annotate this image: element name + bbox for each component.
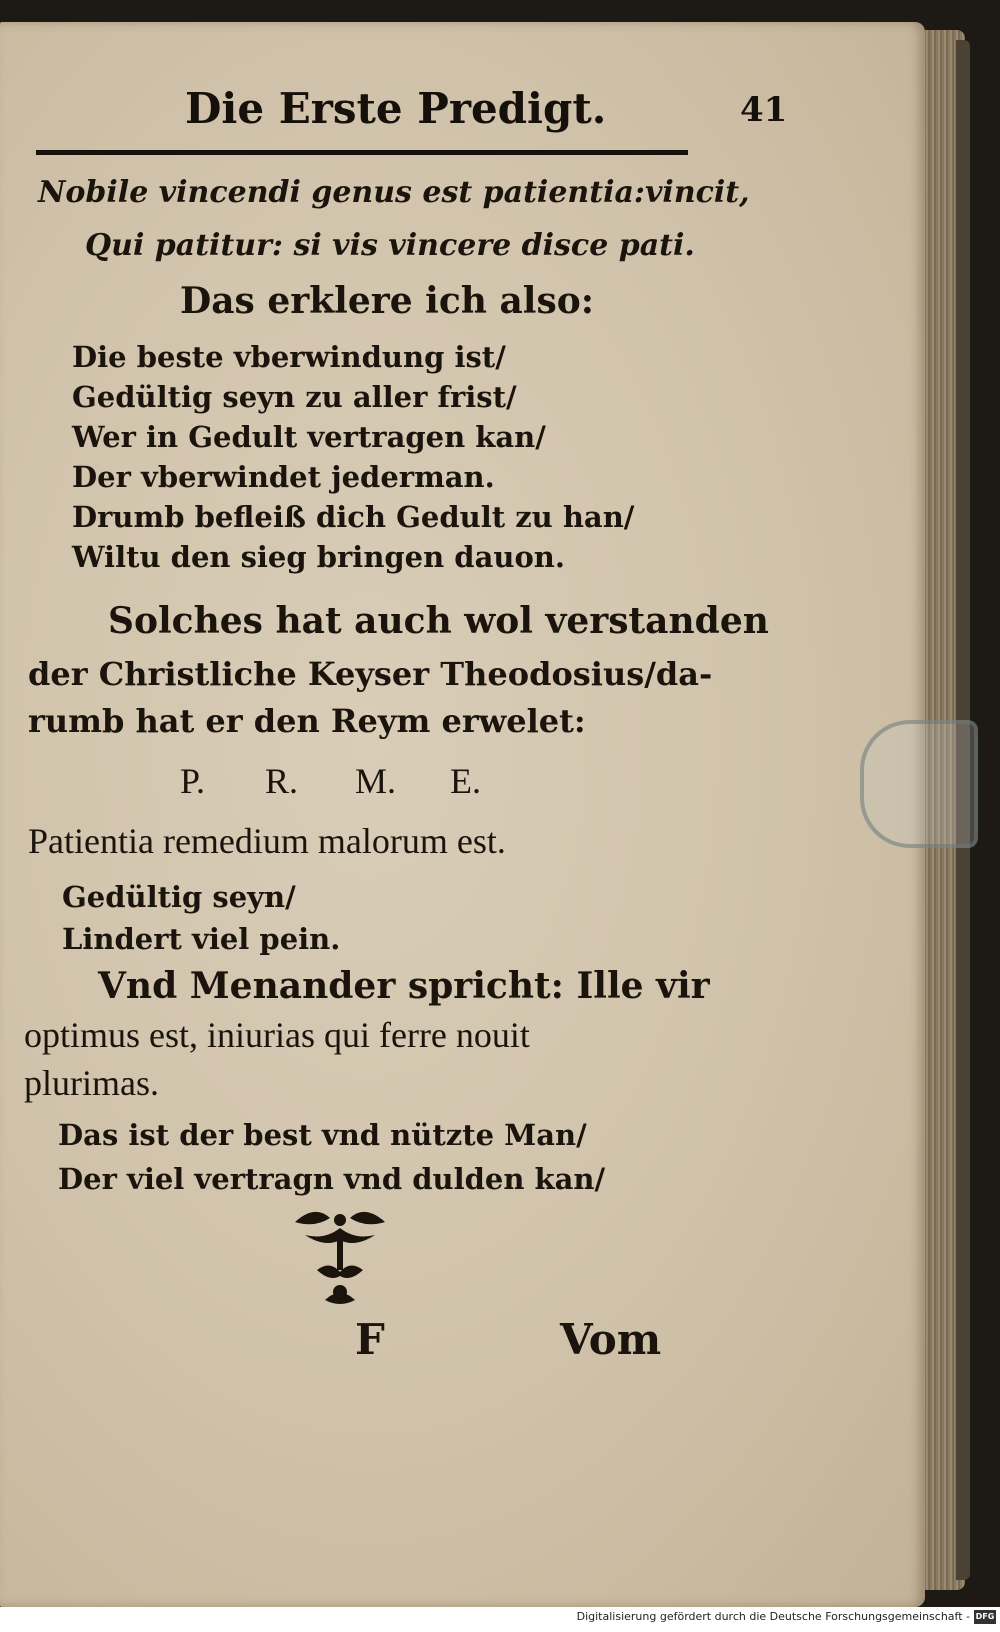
acronym-e: E. [450, 761, 481, 801]
catchword: Vom [560, 1315, 662, 1364]
acronym-p: P. [180, 761, 206, 801]
header-rule [36, 150, 688, 155]
dfg-logo: DFG [974, 1610, 996, 1624]
page-title: Die Erste Predigt. [185, 84, 607, 133]
verse3-line-2: Der viel vertragn vnd dulden kan/ [58, 1162, 606, 1196]
verse1-line-6: Wiltu den sieg bringen dauon. [72, 540, 565, 574]
intro-line: Das erklere ich also: [180, 280, 595, 322]
bleed-through [720, 542, 728, 578]
acronym-r: R. [265, 761, 299, 801]
paper-clip [860, 720, 978, 848]
paragraph2-line-1: Vnd Menander spricht: Ille vir [98, 965, 710, 1007]
verse2-line-1: Gedültig seyn/ [62, 880, 296, 914]
latin-verse-line-2: Qui patitur: si vis vincere disce pati. [85, 228, 695, 263]
paragraph1-line-1: Solches hat auch wol verstanden [108, 600, 769, 642]
verse1-line-2: Gedültig seyn zu aller frist/ [72, 380, 517, 414]
verse2-line-2: Lindert viel pein. [62, 922, 341, 956]
latin-verse-line-1: Nobile vincendi genus est patientia:vincit, [38, 175, 750, 210]
paragraph1-line-2: der Christliche Keyser Theodosius/da- [28, 655, 713, 693]
running-header [40, 82, 690, 142]
verse3-line-1: Das ist der best vnd nützte Man/ [58, 1118, 587, 1152]
paragraph2-line-2: optimus est, iniurias qui ferre nouit [24, 1015, 530, 1055]
verse1-line-5: Drumb befleiß dich Gedult zu han/ [72, 500, 635, 534]
verse1-line-1: Die beste vberwindung ist/ [72, 340, 506, 374]
page-number: 41 [740, 90, 788, 130]
paragraph1-line-3: rumb hat er den Reym erwelet: [28, 702, 586, 740]
paragraph2-line-3: plurimas. [24, 1063, 159, 1103]
floral-ornament-icon [285, 1200, 395, 1310]
signature-mark: F [355, 1315, 385, 1364]
acronym-expansion: Patientia remedium malorum est. [28, 821, 506, 861]
verse1-line-4: Der vberwindet jederman. [72, 460, 495, 494]
digitization-credit: Digitalisierung gefördert durch die Deutsche Forschungsgemeinschaft - [576, 1610, 970, 1623]
acronym-m: M. [355, 761, 397, 801]
verse1-line-3: Wer in Gedult vertragen kan/ [72, 420, 546, 454]
